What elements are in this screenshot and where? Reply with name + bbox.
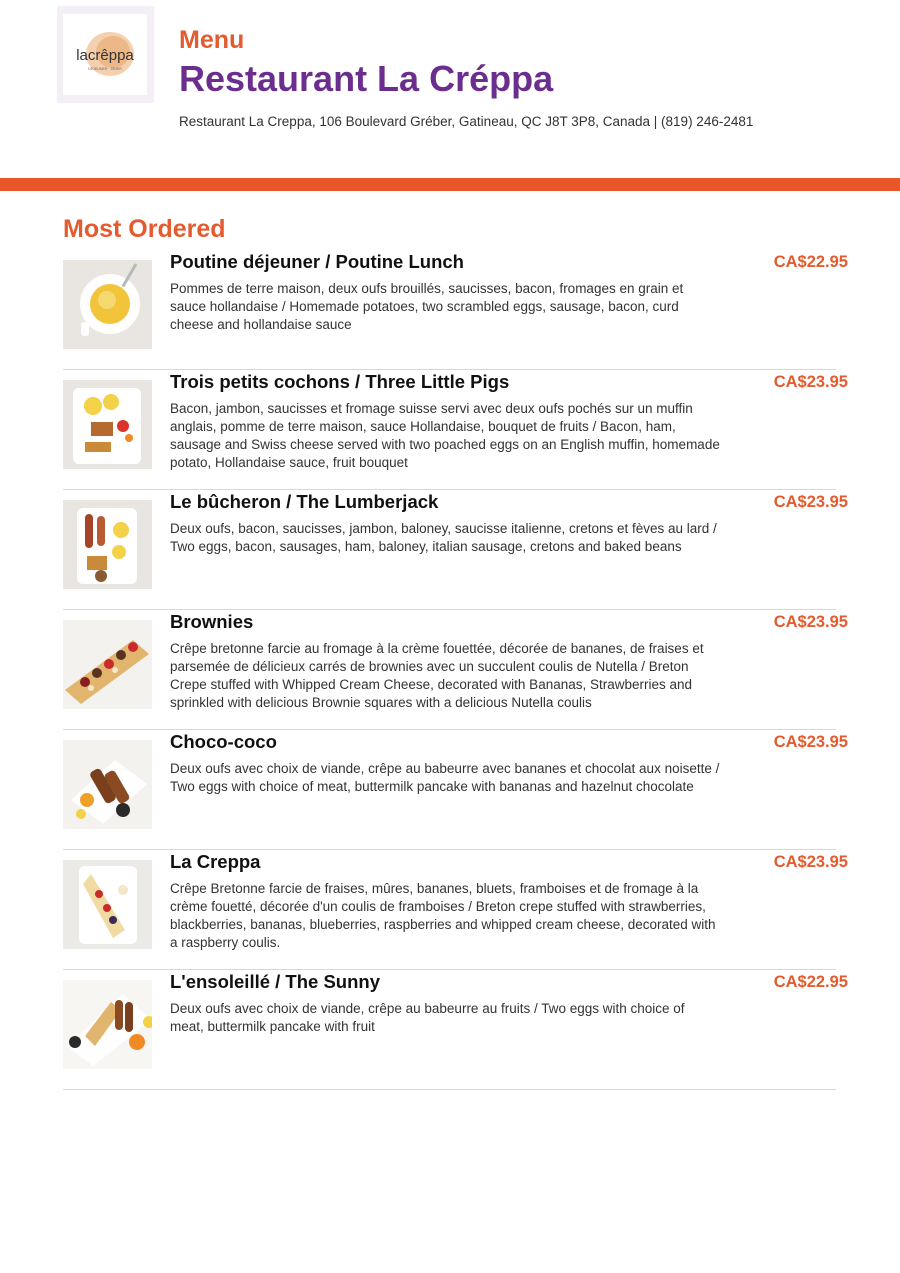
menu-item[interactable] xyxy=(63,370,848,490)
item-price: CA$23.95 xyxy=(773,853,848,871)
restaurant-name: Restaurant La Créppa xyxy=(179,58,554,99)
item-price: CA$23.95 xyxy=(773,373,848,391)
logo-inner xyxy=(63,14,147,95)
item-price: CA$22.95 xyxy=(773,973,848,991)
logo-subtext: DÉJEUNER · DÎNER xyxy=(88,67,122,71)
item-description: Deux oufs, bacon, saucisses, jambon, baloney, saucisse italienne, cretons et fèves au lard / Two eggs, bacon, sausages, ham, baloney, italian sausage, cretons and baked beans xyxy=(170,521,717,554)
item-price: CA$22.95 xyxy=(773,253,848,271)
item-name: Brownies xyxy=(170,611,254,632)
restaurant-address: Restaurant La Creppa, 106 Boulevard Gréber, Gatineau, QC J8T 3P8, Canada | (819) 246-2481 xyxy=(179,114,754,129)
item-photo-brownies xyxy=(63,620,152,709)
menu-header xyxy=(0,0,900,178)
item-name: Poutine déjeuner / Poutine Lunch xyxy=(170,251,464,272)
item-description: Pommes de terre maison, deux oufs brouillés, saucisses, bacon, fromages en grain et sauce hollandaise / Homemade potatoes, two scrambled eggs, sausage, bacon, curd cheese and hollandaise sauce xyxy=(170,281,684,332)
item-photo-choco-coco xyxy=(63,740,152,829)
item-name: L'ensoleillé / The Sunny xyxy=(170,971,380,992)
item-name: Trois petits cochons / Three Little Pigs xyxy=(170,371,510,392)
menu-item-list xyxy=(63,250,848,1090)
item-price: CA$23.95 xyxy=(773,733,848,751)
item-description: Crêpe Bretonne farcie de fraises, mûres, bananes, bluets, framboises et de fromage à la crème fouetté, décorée d'un coulis de framboises / Breton crepe stuffed with strawberries, blackberries, bananas, blueberries, raspberries and whipped cream cheese, decorated with a raspberry coulis. xyxy=(170,881,716,950)
item-photo-three-little-pigs xyxy=(63,380,152,469)
section-title: Most Ordered xyxy=(63,215,226,243)
menu-item[interactable] xyxy=(63,850,848,970)
menu-item[interactable] xyxy=(63,250,848,370)
item-photo-poutine xyxy=(63,260,152,349)
item-name: Le bûcheron / The Lumberjack xyxy=(170,491,439,512)
item-description: Deux oufs avec choix de viande, crêpe au babeurre au fruits / Two eggs with choice of meat, buttermilk pancake with fruit xyxy=(170,1001,685,1034)
item-description: Bacon, jambon, saucisses et fromage suisse servi avec deux oufs pochés sur un muffin anglais, pomme de terre maison, sauce Hollandaise, bouquet de fruits / Bacon, ham, sausage and Swiss cheese served with two poached eggs on an English muffin, homemade potato, Hollandaise sauce, fruit bouquet xyxy=(170,401,720,470)
menu-item[interactable] xyxy=(63,610,848,730)
menu-item[interactable] xyxy=(63,730,848,850)
item-price: CA$23.95 xyxy=(773,613,848,631)
item-photo-lumberjack xyxy=(63,500,152,589)
item-photo-sunny xyxy=(63,980,152,1069)
menu-label: Menu xyxy=(179,26,245,54)
restaurant-logo xyxy=(57,6,154,103)
menu-item[interactable] xyxy=(63,970,848,1090)
item-description: Crêpe bretonne farcie au fromage à la crème fouettée, décorée de bananes, de fraises et parsemée de délicieux carrés de brownies avec un succulent coulis de Nutella / Breton Crepe stuffed with Whipped Cream Cheese, decorated with Bananas, Strawberries and sprinkled with delicious Brownie squares with a delicious Nutella coulis xyxy=(170,641,704,710)
header-divider-bar xyxy=(0,178,900,191)
item-photo-la-creppa xyxy=(63,860,152,949)
item-description: Deux oufs avec choix de viande, crêpe au babeurre avec bananes et chocolat aux noisette / Two eggs with choice of meat, buttermilk pancake with bananas and hazelnut chocolate xyxy=(170,761,720,794)
logo-text: lacrêppa xyxy=(76,47,134,64)
logo-graphic xyxy=(63,14,147,95)
menu-item[interactable] xyxy=(63,490,848,610)
item-price: CA$23.95 xyxy=(773,493,848,511)
item-name: La Creppa xyxy=(170,851,261,872)
item-name: Choco-coco xyxy=(170,731,277,752)
